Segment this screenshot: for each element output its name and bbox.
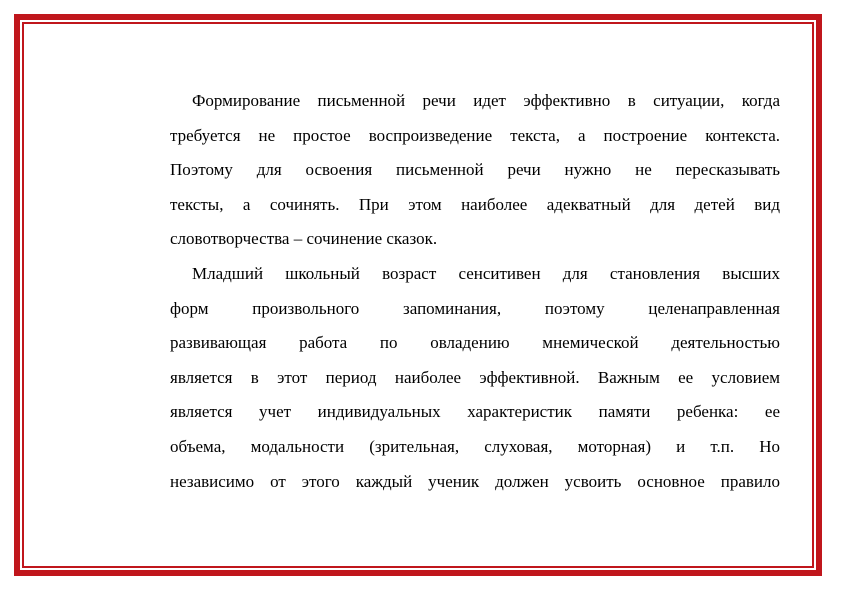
paragraph-2-line-5: является учет индивидуальных характеристик памяти ребенка: ее: [170, 402, 780, 422]
paragraph-2-line-2: форм произвольного запоминания, поэтому целенаправленная: [170, 298, 780, 318]
paragraph-1-line-1: Формирование письменной речи идет эффективно в ситуации, когда: [192, 91, 780, 110]
paragraph-1-line-4: тексты, а сочинять. При этом наиболее адекватный для детей вид: [170, 194, 780, 214]
paragraph-1-line-2: требуется не простое воспроизведение текста, а построение контекста.: [170, 125, 780, 145]
paragraph-2-line-7: независимо от этого каждый ученик должен усвоить основное правило: [170, 471, 780, 491]
paragraph-1-line-3: Поэтому для освоения письменной речи нужно не пересказывать: [170, 160, 780, 180]
paragraph-2-line-3: развивающая работа по овладению мнемической деятельностью: [170, 333, 780, 353]
paragraph-1-line-5: словотворчества – сочинение сказок.: [170, 229, 438, 249]
paragraph-2-line-6: объема, модальности (зрительная, слуховая, моторная) и т.п. Но: [170, 436, 780, 456]
paragraph-2-line-4: является в этот период наиболее эффективной. Важным ее условием: [170, 367, 780, 387]
paragraph-2-line-1: Младший школьный возраст сенситивен для становления высших: [192, 263, 780, 283]
document-body: [170, 84, 780, 499]
